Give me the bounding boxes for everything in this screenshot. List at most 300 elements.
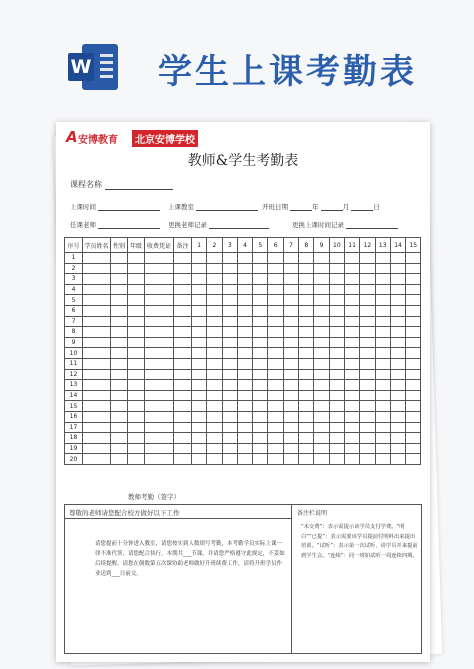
table-cell[interactable] xyxy=(222,305,237,316)
table-cell[interactable] xyxy=(360,253,375,264)
table-cell[interactable] xyxy=(111,295,128,306)
table-cell[interactable] xyxy=(360,337,375,348)
table-cell[interactable] xyxy=(237,401,252,412)
table-cell[interactable] xyxy=(253,358,268,369)
table-cell[interactable] xyxy=(344,337,359,348)
table-cell[interactable] xyxy=(406,401,421,412)
table-cell[interactable] xyxy=(237,295,252,306)
table-cell[interactable] xyxy=(329,422,344,433)
table-cell[interactable] xyxy=(145,380,174,391)
table-cell[interactable] xyxy=(268,263,283,274)
table-cell[interactable] xyxy=(237,316,252,327)
table-cell[interactable] xyxy=(192,337,207,348)
table-cell[interactable] xyxy=(192,348,207,359)
table-cell[interactable] xyxy=(207,411,222,422)
table-cell[interactable] xyxy=(222,284,237,295)
table-cell[interactable] xyxy=(329,348,344,359)
table-cell[interactable] xyxy=(299,284,314,295)
table-cell[interactable] xyxy=(128,380,145,391)
table-cell[interactable] xyxy=(375,380,390,391)
table-cell[interactable] xyxy=(375,369,390,380)
table-cell[interactable] xyxy=(406,358,421,369)
table-cell[interactable] xyxy=(222,443,237,454)
table-cell[interactable] xyxy=(192,305,207,316)
table-cell[interactable] xyxy=(222,337,237,348)
table-cell[interactable] xyxy=(128,433,145,444)
table-cell[interactable] xyxy=(222,401,237,412)
table-cell[interactable] xyxy=(314,263,329,274)
table-cell[interactable] xyxy=(390,337,405,348)
table-cell[interactable] xyxy=(174,369,192,380)
table-cell[interactable] xyxy=(83,348,111,359)
table-cell[interactable] xyxy=(314,443,329,454)
table-cell[interactable] xyxy=(222,369,237,380)
table-cell[interactable] xyxy=(128,327,145,338)
table-cell[interactable] xyxy=(253,284,268,295)
table-cell[interactable] xyxy=(83,274,111,285)
table-cell[interactable] xyxy=(222,433,237,444)
table-cell[interactable] xyxy=(268,274,283,285)
table-cell[interactable] xyxy=(253,369,268,380)
table-cell[interactable] xyxy=(111,263,128,274)
table-cell[interactable] xyxy=(192,327,207,338)
table-cell[interactable] xyxy=(207,327,222,338)
table-cell[interactable] xyxy=(314,411,329,422)
table-cell[interactable] xyxy=(375,348,390,359)
table-cell[interactable] xyxy=(283,380,298,391)
table-cell[interactable] xyxy=(360,369,375,380)
table-cell[interactable] xyxy=(268,443,283,454)
table-cell[interactable] xyxy=(237,390,252,401)
table-cell[interactable] xyxy=(406,443,421,454)
table-cell[interactable] xyxy=(299,401,314,412)
table-cell[interactable] xyxy=(145,284,174,295)
table-cell[interactable] xyxy=(375,337,390,348)
table-cell[interactable] xyxy=(314,295,329,306)
table-cell[interactable] xyxy=(222,274,237,285)
table-cell[interactable] xyxy=(299,380,314,391)
table-cell[interactable] xyxy=(253,274,268,285)
table-cell[interactable] xyxy=(128,316,145,327)
table-cell[interactable] xyxy=(360,316,375,327)
table-cell[interactable] xyxy=(283,443,298,454)
table-cell[interactable] xyxy=(375,433,390,444)
table-cell[interactable] xyxy=(360,380,375,391)
table-cell[interactable] xyxy=(268,380,283,391)
table-cell[interactable] xyxy=(192,390,207,401)
table-cell[interactable] xyxy=(390,305,405,316)
table-cell[interactable] xyxy=(253,253,268,264)
table-cell[interactable] xyxy=(237,422,252,433)
change-teacher-field[interactable] xyxy=(168,220,269,229)
table-cell[interactable] xyxy=(299,390,314,401)
table-cell[interactable] xyxy=(406,284,421,295)
table-cell[interactable] xyxy=(83,369,111,380)
table-cell[interactable] xyxy=(283,327,298,338)
table-cell[interactable] xyxy=(406,337,421,348)
table-cell[interactable] xyxy=(314,401,329,412)
table-cell[interactable] xyxy=(207,433,222,444)
table-cell[interactable] xyxy=(375,305,390,316)
table-cell[interactable] xyxy=(145,369,174,380)
table-cell[interactable] xyxy=(253,401,268,412)
table-cell[interactable] xyxy=(128,411,145,422)
table-cell[interactable] xyxy=(253,411,268,422)
table-cell[interactable] xyxy=(192,411,207,422)
table-cell[interactable] xyxy=(390,284,405,295)
table-cell[interactable] xyxy=(111,390,128,401)
table-cell[interactable] xyxy=(145,327,174,338)
table-cell[interactable] xyxy=(299,316,314,327)
table-cell[interactable] xyxy=(128,284,145,295)
table-cell[interactable] xyxy=(174,401,192,412)
table-cell[interactable] xyxy=(83,443,111,454)
table-cell[interactable] xyxy=(375,454,390,465)
table-cell[interactable] xyxy=(111,348,128,359)
table-cell[interactable] xyxy=(360,443,375,454)
table-cell[interactable] xyxy=(360,358,375,369)
table-cell[interactable] xyxy=(283,390,298,401)
table-cell[interactable] xyxy=(83,253,111,264)
table-cell[interactable] xyxy=(360,274,375,285)
table-cell[interactable] xyxy=(268,401,283,412)
table-cell[interactable] xyxy=(192,422,207,433)
table-cell[interactable] xyxy=(268,411,283,422)
table-cell[interactable] xyxy=(174,390,192,401)
table-cell[interactable] xyxy=(174,380,192,391)
table-cell[interactable] xyxy=(329,253,344,264)
table-cell[interactable] xyxy=(145,454,174,465)
table-cell[interactable] xyxy=(314,369,329,380)
table-cell[interactable] xyxy=(111,380,128,391)
table-cell[interactable] xyxy=(253,305,268,316)
table-cell[interactable] xyxy=(329,327,344,338)
table-cell[interactable] xyxy=(375,358,390,369)
table-cell[interactable] xyxy=(283,401,298,412)
table-cell[interactable] xyxy=(406,433,421,444)
table-cell[interactable] xyxy=(174,337,192,348)
table-cell[interactable] xyxy=(344,253,359,264)
table-cell[interactable] xyxy=(174,327,192,338)
table-cell[interactable] xyxy=(329,369,344,380)
table-cell[interactable] xyxy=(360,454,375,465)
table-cell[interactable] xyxy=(222,454,237,465)
table-cell[interactable] xyxy=(128,369,145,380)
table-cell[interactable] xyxy=(222,327,237,338)
table-cell[interactable] xyxy=(299,422,314,433)
table-cell[interactable] xyxy=(268,316,283,327)
table-cell[interactable] xyxy=(344,422,359,433)
table-cell[interactable] xyxy=(253,327,268,338)
table-cell[interactable] xyxy=(344,380,359,391)
table-cell[interactable] xyxy=(390,316,405,327)
table-cell[interactable] xyxy=(268,295,283,306)
table-cell[interactable] xyxy=(283,295,298,306)
table-cell[interactable] xyxy=(174,433,192,444)
table-cell[interactable] xyxy=(128,253,145,264)
table-cell[interactable] xyxy=(207,422,222,433)
table-cell[interactable] xyxy=(329,380,344,391)
table-cell[interactable] xyxy=(174,358,192,369)
table-cell[interactable] xyxy=(253,433,268,444)
table-cell[interactable] xyxy=(283,253,298,264)
table-cell[interactable] xyxy=(344,263,359,274)
table-cell[interactable] xyxy=(283,305,298,316)
table-cell[interactable] xyxy=(174,305,192,316)
table-cell[interactable] xyxy=(128,358,145,369)
table-cell[interactable] xyxy=(145,274,174,285)
table-cell[interactable] xyxy=(207,401,222,412)
change-time-field[interactable] xyxy=(292,220,398,229)
table-cell[interactable] xyxy=(128,295,145,306)
table-cell[interactable] xyxy=(222,348,237,359)
table-cell[interactable] xyxy=(390,454,405,465)
table-cell[interactable] xyxy=(111,433,128,444)
table-cell[interactable] xyxy=(237,263,252,274)
table-cell[interactable] xyxy=(222,295,237,306)
table-cell[interactable] xyxy=(128,443,145,454)
table-cell[interactable] xyxy=(83,358,111,369)
table-cell[interactable] xyxy=(283,433,298,444)
table-cell[interactable] xyxy=(390,327,405,338)
table-cell[interactable] xyxy=(360,348,375,359)
table-cell[interactable] xyxy=(237,380,252,391)
table-cell[interactable] xyxy=(299,274,314,285)
table-cell[interactable] xyxy=(174,454,192,465)
table-cell[interactable] xyxy=(314,348,329,359)
table-cell[interactable] xyxy=(192,358,207,369)
table-cell[interactable] xyxy=(237,274,252,285)
table-cell[interactable] xyxy=(237,253,252,264)
table-cell[interactable] xyxy=(406,454,421,465)
table-cell[interactable] xyxy=(83,295,111,306)
table-cell[interactable] xyxy=(207,337,222,348)
table-cell[interactable] xyxy=(111,411,128,422)
table-cell[interactable] xyxy=(83,263,111,274)
table-cell[interactable] xyxy=(299,337,314,348)
table-cell[interactable] xyxy=(390,295,405,306)
table-cell[interactable] xyxy=(314,274,329,285)
table-cell[interactable] xyxy=(253,422,268,433)
table-cell[interactable] xyxy=(314,380,329,391)
table-cell[interactable] xyxy=(375,443,390,454)
table-cell[interactable] xyxy=(174,348,192,359)
table-cell[interactable] xyxy=(299,253,314,264)
table-cell[interactable] xyxy=(299,263,314,274)
table-cell[interactable] xyxy=(299,443,314,454)
table-cell[interactable] xyxy=(111,327,128,338)
table-cell[interactable] xyxy=(237,348,252,359)
table-cell[interactable] xyxy=(174,253,192,264)
table-cell[interactable] xyxy=(329,411,344,422)
table-cell[interactable] xyxy=(406,305,421,316)
table-cell[interactable] xyxy=(111,401,128,412)
table-cell[interactable] xyxy=(375,390,390,401)
table-cell[interactable] xyxy=(145,337,174,348)
table-cell[interactable] xyxy=(207,443,222,454)
table-cell[interactable] xyxy=(83,337,111,348)
table-cell[interactable] xyxy=(128,337,145,348)
table-cell[interactable] xyxy=(128,274,145,285)
table-cell[interactable] xyxy=(329,433,344,444)
table-cell[interactable] xyxy=(207,390,222,401)
table-cell[interactable] xyxy=(299,305,314,316)
table-cell[interactable] xyxy=(192,443,207,454)
table-cell[interactable] xyxy=(207,305,222,316)
table-cell[interactable] xyxy=(360,295,375,306)
table-cell[interactable] xyxy=(145,411,174,422)
table-cell[interactable] xyxy=(83,316,111,327)
table-cell[interactable] xyxy=(237,305,252,316)
table-cell[interactable] xyxy=(299,348,314,359)
table-cell[interactable] xyxy=(268,348,283,359)
table-cell[interactable] xyxy=(344,348,359,359)
table-cell[interactable] xyxy=(237,284,252,295)
table-cell[interactable] xyxy=(360,433,375,444)
table-cell[interactable] xyxy=(207,454,222,465)
table-cell[interactable] xyxy=(174,284,192,295)
table-cell[interactable] xyxy=(174,274,192,285)
table-cell[interactable] xyxy=(344,369,359,380)
table-cell[interactable] xyxy=(390,263,405,274)
table-cell[interactable] xyxy=(128,305,145,316)
table-cell[interactable] xyxy=(268,327,283,338)
table-cell[interactable] xyxy=(145,263,174,274)
table-cell[interactable] xyxy=(344,411,359,422)
table-cell[interactable] xyxy=(128,348,145,359)
table-cell[interactable] xyxy=(145,443,174,454)
table-cell[interactable] xyxy=(222,380,237,391)
table-cell[interactable] xyxy=(174,411,192,422)
table-cell[interactable] xyxy=(283,337,298,348)
table-cell[interactable] xyxy=(390,401,405,412)
table-cell[interactable] xyxy=(253,443,268,454)
table-cell[interactable] xyxy=(344,327,359,338)
teacher-signature-row[interactable] xyxy=(64,490,420,502)
table-cell[interactable] xyxy=(192,454,207,465)
table-cell[interactable] xyxy=(207,284,222,295)
table-cell[interactable] xyxy=(111,443,128,454)
table-cell[interactable] xyxy=(406,263,421,274)
table-cell[interactable] xyxy=(329,305,344,316)
table-cell[interactable] xyxy=(192,274,207,285)
table-cell[interactable] xyxy=(83,380,111,391)
table-cell[interactable] xyxy=(283,348,298,359)
table-cell[interactable] xyxy=(268,369,283,380)
table-cell[interactable] xyxy=(222,390,237,401)
table-cell[interactable] xyxy=(207,369,222,380)
table-cell[interactable] xyxy=(283,263,298,274)
table-cell[interactable] xyxy=(83,422,111,433)
table-cell[interactable] xyxy=(360,401,375,412)
table-cell[interactable] xyxy=(329,443,344,454)
table-cell[interactable] xyxy=(360,390,375,401)
table-cell[interactable] xyxy=(314,358,329,369)
table-cell[interactable] xyxy=(83,284,111,295)
table-cell[interactable] xyxy=(145,305,174,316)
table-cell[interactable] xyxy=(174,443,192,454)
table-cell[interactable] xyxy=(268,305,283,316)
table-cell[interactable] xyxy=(237,358,252,369)
table-cell[interactable] xyxy=(375,316,390,327)
table-cell[interactable] xyxy=(268,253,283,264)
table-cell[interactable] xyxy=(111,316,128,327)
table-cell[interactable] xyxy=(390,274,405,285)
table-cell[interactable] xyxy=(314,305,329,316)
table-cell[interactable] xyxy=(207,253,222,264)
table-cell[interactable] xyxy=(375,411,390,422)
table-cell[interactable] xyxy=(174,263,192,274)
table-cell[interactable] xyxy=(222,263,237,274)
table-cell[interactable] xyxy=(344,274,359,285)
table-cell[interactable] xyxy=(111,253,128,264)
table-cell[interactable] xyxy=(111,422,128,433)
table-cell[interactable] xyxy=(192,433,207,444)
table-cell[interactable] xyxy=(268,422,283,433)
table-cell[interactable] xyxy=(237,411,252,422)
table-cell[interactable] xyxy=(360,411,375,422)
table-cell[interactable] xyxy=(390,422,405,433)
table-cell[interactable] xyxy=(299,433,314,444)
table-cell[interactable] xyxy=(145,316,174,327)
table-cell[interactable] xyxy=(344,358,359,369)
table-cell[interactable] xyxy=(83,401,111,412)
table-cell[interactable] xyxy=(375,401,390,412)
table-cell[interactable] xyxy=(192,253,207,264)
table-cell[interactable] xyxy=(237,454,252,465)
table-cell[interactable] xyxy=(390,390,405,401)
table-cell[interactable] xyxy=(83,390,111,401)
table-cell[interactable] xyxy=(314,390,329,401)
table-cell[interactable] xyxy=(314,337,329,348)
table-cell[interactable] xyxy=(314,433,329,444)
table-cell[interactable] xyxy=(406,422,421,433)
table-cell[interactable] xyxy=(329,337,344,348)
table-cell[interactable] xyxy=(111,454,128,465)
table-cell[interactable] xyxy=(192,380,207,391)
table-cell[interactable] xyxy=(222,253,237,264)
table-cell[interactable] xyxy=(329,358,344,369)
table-cell[interactable] xyxy=(344,305,359,316)
table-cell[interactable] xyxy=(344,295,359,306)
table-cell[interactable] xyxy=(192,369,207,380)
table-cell[interactable] xyxy=(145,401,174,412)
table-cell[interactable] xyxy=(390,433,405,444)
class-time-field[interactable] xyxy=(70,202,160,211)
table-cell[interactable] xyxy=(253,390,268,401)
table-cell[interactable] xyxy=(207,380,222,391)
table-cell[interactable] xyxy=(207,358,222,369)
table-cell[interactable] xyxy=(360,327,375,338)
table-cell[interactable] xyxy=(299,411,314,422)
table-cell[interactable] xyxy=(406,327,421,338)
table-cell[interactable] xyxy=(83,433,111,444)
course-name-field[interactable] xyxy=(70,179,173,190)
table-cell[interactable] xyxy=(253,380,268,391)
table-cell[interactable] xyxy=(375,327,390,338)
table-cell[interactable] xyxy=(283,274,298,285)
table-cell[interactable] xyxy=(268,337,283,348)
table-cell[interactable] xyxy=(314,284,329,295)
table-cell[interactable] xyxy=(283,454,298,465)
table-cell[interactable] xyxy=(253,337,268,348)
table-cell[interactable] xyxy=(222,358,237,369)
table-cell[interactable] xyxy=(329,263,344,274)
table-cell[interactable] xyxy=(360,263,375,274)
table-cell[interactable] xyxy=(237,443,252,454)
table-cell[interactable] xyxy=(375,422,390,433)
table-cell[interactable] xyxy=(375,274,390,285)
